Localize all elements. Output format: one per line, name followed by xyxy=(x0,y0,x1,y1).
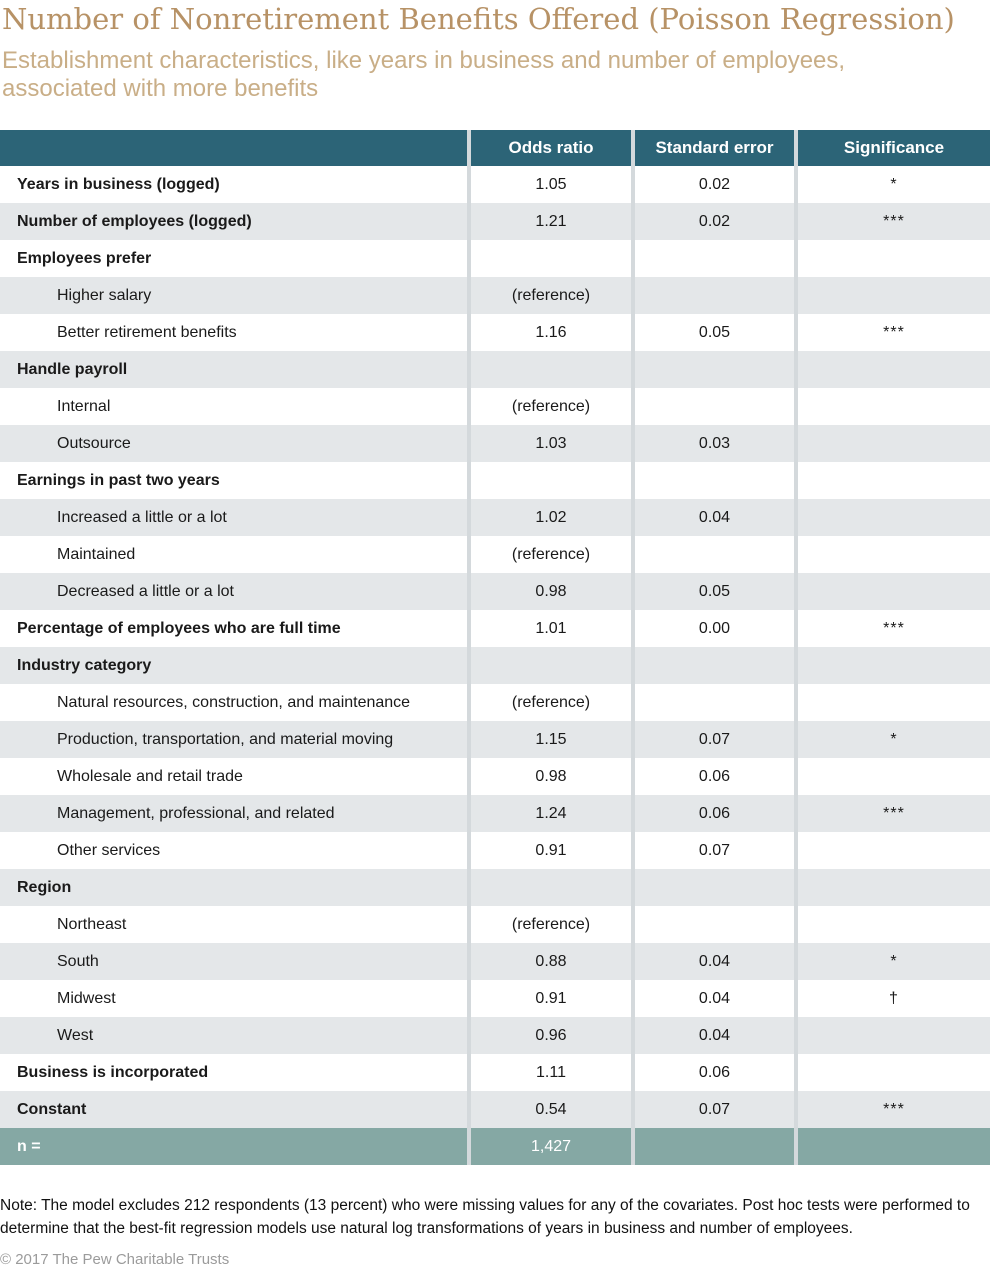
odds-ratio-value xyxy=(469,647,633,684)
table-row xyxy=(0,1017,990,1054)
row-label: Wholesale and retail trade xyxy=(0,758,469,795)
odds-ratio-value: (reference) xyxy=(469,277,633,314)
column-header-standard-error: Standard error xyxy=(633,130,796,166)
table-row xyxy=(0,1054,990,1091)
odds-ratio-value xyxy=(469,869,633,906)
significance-value xyxy=(796,647,990,684)
significance-value xyxy=(796,906,990,943)
odds-ratio-value xyxy=(469,462,633,499)
odds-ratio-value: 0.88 xyxy=(469,943,633,980)
standard-error-value: 0.06 xyxy=(633,795,796,832)
table-row xyxy=(0,721,990,758)
row-label: Industry category xyxy=(0,647,469,684)
standard-error-value xyxy=(633,351,796,388)
odds-ratio-value: (reference) xyxy=(469,536,633,573)
significance-value xyxy=(796,758,990,795)
table-row xyxy=(0,758,990,795)
standard-error-value: 0.02 xyxy=(633,203,796,240)
significance-value xyxy=(796,869,990,906)
table-row xyxy=(0,795,990,832)
standard-error-value xyxy=(633,906,796,943)
column-header-label xyxy=(0,130,469,166)
row-label: Higher salary xyxy=(0,277,469,314)
standard-error-value: 0.05 xyxy=(633,314,796,351)
significance-value: * xyxy=(796,721,990,758)
table-row xyxy=(0,832,990,869)
sample-size-value: 1,427 xyxy=(469,1128,633,1165)
row-label: Other services xyxy=(0,832,469,869)
page-title: Number of Nonretirement Benefits Offered (Poisson Regression) xyxy=(2,2,955,36)
row-label: West xyxy=(0,1017,469,1054)
row-label: Handle payroll xyxy=(0,351,469,388)
table-row xyxy=(0,943,990,980)
table-row xyxy=(0,314,990,351)
significance-value xyxy=(796,684,990,721)
footer-standard-error-cell xyxy=(633,1128,796,1165)
standard-error-value: 0.04 xyxy=(633,980,796,1017)
footer-significance-cell xyxy=(796,1128,990,1165)
row-label: Outsource xyxy=(0,425,469,462)
table-row xyxy=(0,906,990,943)
significance-value xyxy=(796,1054,990,1091)
significance-value: *** xyxy=(796,610,990,647)
significance-value xyxy=(796,832,990,869)
table-row xyxy=(0,980,990,1017)
table-row xyxy=(0,462,990,499)
column-header-odds-ratio: Odds ratio xyxy=(469,130,633,166)
table-body xyxy=(0,166,990,1128)
header-row xyxy=(0,130,990,166)
standard-error-value: 0.04 xyxy=(633,1017,796,1054)
significance-value xyxy=(796,240,990,277)
copyright-line: © 2017 The Pew Charitable Trusts xyxy=(0,1251,230,1268)
row-label: Management, professional, and related xyxy=(0,795,469,832)
row-label: Maintained xyxy=(0,536,469,573)
standard-error-value: 0.06 xyxy=(633,1054,796,1091)
odds-ratio-value: 1.21 xyxy=(469,203,633,240)
row-label: Northeast xyxy=(0,906,469,943)
odds-ratio-value xyxy=(469,351,633,388)
odds-ratio-value: 0.98 xyxy=(469,573,633,610)
row-label: Years in business (logged) xyxy=(0,166,469,203)
significance-value: * xyxy=(796,166,990,203)
row-label: Region xyxy=(0,869,469,906)
row-label: Employees prefer xyxy=(0,240,469,277)
odds-ratio-value: 1.01 xyxy=(469,610,633,647)
odds-ratio-value: 1.02 xyxy=(469,499,633,536)
odds-ratio-value: 0.91 xyxy=(469,980,633,1017)
table-row xyxy=(0,536,990,573)
standard-error-value xyxy=(633,240,796,277)
odds-ratio-value: 1.05 xyxy=(469,166,633,203)
standard-error-value: 0.03 xyxy=(633,425,796,462)
row-label: Internal xyxy=(0,388,469,425)
odds-ratio-value: (reference) xyxy=(469,684,633,721)
sample-size-row xyxy=(0,1128,990,1165)
significance-value: *** xyxy=(796,795,990,832)
odds-ratio-value: (reference) xyxy=(469,388,633,425)
standard-error-value xyxy=(633,684,796,721)
table-row xyxy=(0,647,990,684)
table-header xyxy=(0,130,990,166)
row-label: Number of employees (logged) xyxy=(0,203,469,240)
row-label: Midwest xyxy=(0,980,469,1017)
row-label: Natural resources, construction, and maintenance xyxy=(0,684,469,721)
standard-error-value: 0.02 xyxy=(633,166,796,203)
row-label: Increased a little or a lot xyxy=(0,499,469,536)
significance-value: *** xyxy=(796,314,990,351)
odds-ratio-value: 1.03 xyxy=(469,425,633,462)
odds-ratio-value: 1.16 xyxy=(469,314,633,351)
odds-ratio-value: 0.91 xyxy=(469,832,633,869)
table-row xyxy=(0,277,990,314)
significance-value xyxy=(796,277,990,314)
significance-value: *** xyxy=(796,203,990,240)
row-label: Percentage of employees who are full time xyxy=(0,610,469,647)
standard-error-value xyxy=(633,277,796,314)
row-label: Business is incorporated xyxy=(0,1054,469,1091)
odds-ratio-value: 0.54 xyxy=(469,1091,633,1128)
standard-error-value: 0.07 xyxy=(633,721,796,758)
significance-value xyxy=(796,499,990,536)
table-row xyxy=(0,684,990,721)
odds-ratio-value: 0.96 xyxy=(469,1017,633,1054)
column-header-significance: Significance xyxy=(796,130,990,166)
sample-size-label: n = xyxy=(0,1128,469,1165)
standard-error-value: 0.04 xyxy=(633,943,796,980)
standard-error-value: 0.04 xyxy=(633,499,796,536)
standard-error-value xyxy=(633,647,796,684)
row-label: Better retirement benefits xyxy=(0,314,469,351)
significance-value xyxy=(796,462,990,499)
significance-value xyxy=(796,536,990,573)
odds-ratio-value: 1.24 xyxy=(469,795,633,832)
table-row xyxy=(0,388,990,425)
row-label: Decreased a little or a lot xyxy=(0,573,469,610)
standard-error-value xyxy=(633,388,796,425)
table-row xyxy=(0,425,990,462)
row-label: South xyxy=(0,943,469,980)
table-row xyxy=(0,203,990,240)
odds-ratio-value: 1.15 xyxy=(469,721,633,758)
table-row xyxy=(0,1091,990,1128)
significance-value xyxy=(796,388,990,425)
table-row xyxy=(0,610,990,647)
standard-error-value: 0.06 xyxy=(633,758,796,795)
significance-value xyxy=(796,425,990,462)
significance-value: * xyxy=(796,943,990,980)
table-footer xyxy=(0,1128,990,1165)
significance-value: *** xyxy=(796,1091,990,1128)
table-row xyxy=(0,166,990,203)
row-label: Production, transportation, and material moving xyxy=(0,721,469,758)
odds-ratio-value: (reference) xyxy=(469,906,633,943)
table-row xyxy=(0,573,990,610)
standard-error-value xyxy=(633,536,796,573)
page-subtitle: Establishment characteristics, like years in business and number of employees, associated with more benefits xyxy=(2,47,846,102)
standard-error-value: 0.00 xyxy=(633,610,796,647)
standard-error-value: 0.07 xyxy=(633,1091,796,1128)
regression-table xyxy=(0,130,990,1165)
table-row xyxy=(0,240,990,277)
significance-value xyxy=(796,351,990,388)
standard-error-value: 0.05 xyxy=(633,573,796,610)
odds-ratio-value xyxy=(469,240,633,277)
odds-ratio-value: 0.98 xyxy=(469,758,633,795)
odds-ratio-value: 1.11 xyxy=(469,1054,633,1091)
standard-error-value xyxy=(633,869,796,906)
standard-error-value xyxy=(633,462,796,499)
row-label: Constant xyxy=(0,1091,469,1128)
row-label: Earnings in past two years xyxy=(0,462,469,499)
table-note: Note: The model excludes 212 respondents (13 percent) who were missing values for any of the covariates. Post hoc tests were performed to determine that the best-fit regression models use natural log transformations of years in business and number of employees. xyxy=(0,1197,970,1237)
standard-error-value: 0.07 xyxy=(633,832,796,869)
table-row xyxy=(0,351,990,388)
table-row xyxy=(0,869,990,906)
significance-value xyxy=(796,573,990,610)
table-row xyxy=(0,499,990,536)
significance-value: † xyxy=(796,980,990,1017)
significance-value xyxy=(796,1017,990,1054)
